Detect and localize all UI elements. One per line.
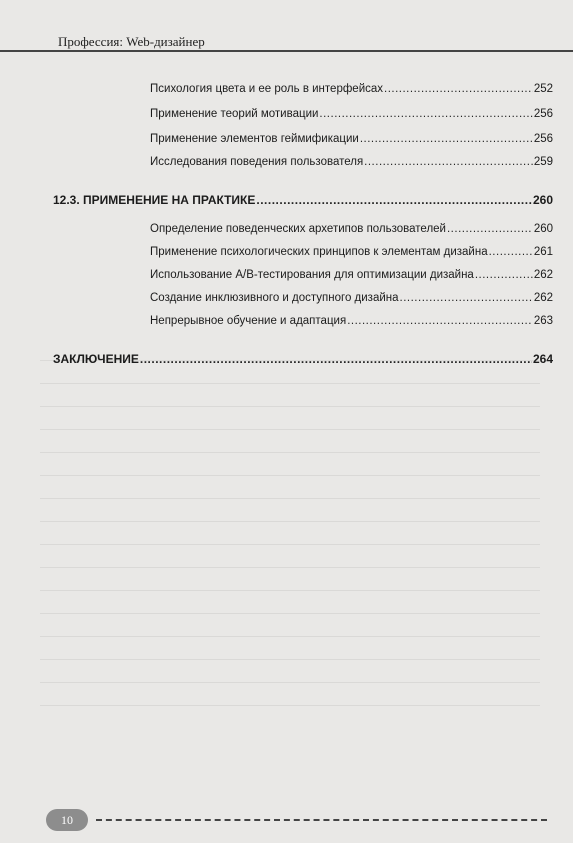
footer-divider bbox=[96, 819, 547, 821]
toc-entry-page: 256 bbox=[533, 133, 553, 145]
dot-leader bbox=[347, 315, 533, 327]
toc-entry-title: Исследования поведения пользователя bbox=[150, 156, 364, 168]
toc-entry-title: Определение поведенческих архетипов пользователей bbox=[150, 223, 446, 235]
toc-section-page: 260 bbox=[532, 193, 553, 207]
toc-entry bbox=[150, 292, 553, 304]
page-footer bbox=[0, 800, 573, 840]
dot-leader bbox=[400, 292, 533, 304]
toc-entry bbox=[150, 156, 553, 168]
toc-entry-title: Использование A/B-тестирования для оптимизации дизайна bbox=[150, 269, 474, 281]
toc-entry-page: 261 bbox=[533, 246, 553, 258]
toc-entry bbox=[150, 133, 553, 145]
dot-leader bbox=[475, 269, 533, 281]
toc-entry-page: 262 bbox=[533, 292, 553, 304]
dot-leader bbox=[360, 133, 533, 145]
book-title: Профессия: Web-дизайнер bbox=[58, 34, 205, 49]
toc-entry bbox=[150, 223, 553, 235]
toc-entry-page: 263 bbox=[533, 315, 553, 327]
toc-entry-page: 252 bbox=[533, 83, 553, 95]
dot-leader bbox=[140, 352, 532, 366]
dot-leader bbox=[364, 156, 533, 168]
toc-entry-title: Применение теорий мотивации bbox=[150, 108, 319, 120]
toc-entry bbox=[150, 108, 553, 120]
page-number-badge: 10 bbox=[46, 809, 88, 831]
toc-section-title: 12.3. ПРИМЕНЕНИЕ НА ПРАКТИКЕ bbox=[53, 193, 256, 207]
toc-entry-page: 259 bbox=[533, 156, 553, 168]
toc-entry-page: 256 bbox=[533, 108, 553, 120]
toc-conclusion bbox=[53, 352, 553, 366]
toc-entry-page: 260 bbox=[533, 223, 553, 235]
toc-entry-title: Создание инклюзивного и доступного дизайна bbox=[150, 292, 399, 304]
toc-section-heading bbox=[53, 193, 553, 207]
toc-entry-page: 262 bbox=[533, 269, 553, 281]
toc-entry bbox=[150, 315, 553, 327]
toc-entry-title: Применение элементов геймификации bbox=[150, 133, 359, 145]
dot-leader bbox=[256, 193, 532, 207]
dot-leader bbox=[319, 108, 532, 120]
toc-conclusion-title: ЗАКЛЮЧЕНИЕ bbox=[53, 352, 139, 366]
toc-entry bbox=[150, 83, 553, 95]
toc-conclusion-page: 264 bbox=[532, 352, 553, 366]
toc-entry bbox=[150, 246, 553, 258]
toc-entry-title: Психология цвета и ее роль в интерфейсах bbox=[150, 83, 384, 95]
toc-entry-title: Применение психологических принципов к элементам дизайна bbox=[150, 246, 488, 258]
dot-leader bbox=[447, 223, 533, 235]
dot-leader bbox=[489, 246, 533, 258]
toc-entry-title: Непрерывное обучение и адаптация bbox=[150, 315, 347, 327]
toc-entry bbox=[150, 269, 553, 281]
dot-leader bbox=[384, 83, 533, 95]
